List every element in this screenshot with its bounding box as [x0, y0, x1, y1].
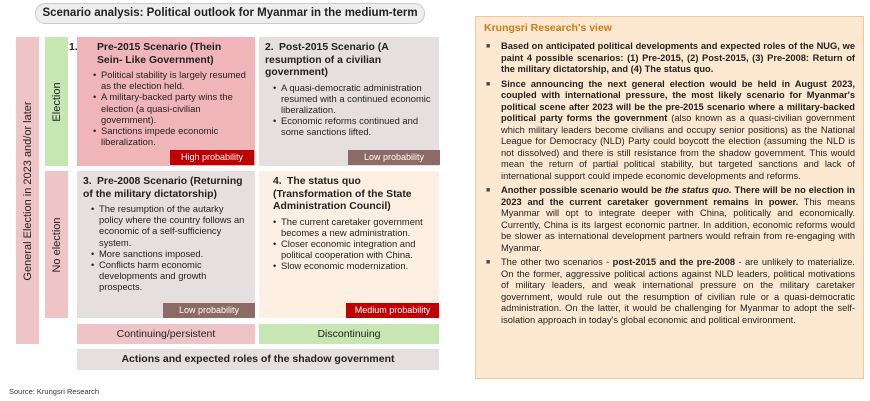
scenario-number: 1. — [69, 42, 78, 53]
view-paragraph-1 — [484, 41, 855, 76]
probability-badge-high: High probability — [170, 150, 254, 165]
scenario-title — [69, 42, 249, 67]
scenario-bullets — [83, 203, 249, 293]
scenario-bullets — [83, 69, 249, 147]
bullet: • Conflicts harm economic developments and growth prospects. — [89, 259, 249, 293]
view-paragraph-3-italic: the status quo. — [664, 185, 732, 195]
view-paragraph-2 — [484, 79, 855, 183]
bullet: • A quasi-democratic administration resumed with a continued economic liberalization. — [271, 82, 433, 116]
research-view-panel — [475, 16, 864, 379]
scenario-title-text: Pre-2015 Scenario (Thein Sein- Like Government) — [97, 42, 222, 66]
research-view-heading: Krungsri Research's view — [484, 22, 612, 34]
view-paragraph-4 — [484, 257, 855, 326]
view-paragraph-3-bold-b: There will be no election in 2023 and the current caretaker government remains in power. — [501, 185, 855, 207]
bullet: • Political stability is largely resumed as the election held. — [91, 69, 249, 91]
scenario-pre-2015 — [69, 37, 255, 166]
bullet: • Economic reforms continued and some sanctions lifted. — [271, 115, 433, 137]
bullet: • A military-backed party wins the election (a quasi-civilian government). — [91, 91, 249, 125]
no-election-label: No election — [50, 216, 63, 273]
view-paragraph-3 — [484, 185, 855, 254]
probability-badge-low: Low probability — [348, 150, 440, 165]
scenario-title — [265, 176, 433, 214]
scenario-number: 4. — [273, 176, 282, 187]
scenario-number: 2. — [265, 42, 274, 53]
scenario-title — [265, 42, 433, 80]
election-axis — [45, 37, 68, 166]
bullet: • Closer economic integration and political cooperation with China. — [271, 238, 433, 260]
scenario-title — [83, 176, 249, 201]
scenario-title-text: Post-2015 Scenario (A resumption of a civilian government) — [265, 42, 389, 78]
no-election-axis — [45, 171, 68, 318]
scenario-title-subtext: (Transformation of the State Administration Council) — [273, 188, 412, 212]
scenario-pre-2008 — [77, 171, 255, 318]
view-paragraph-2-bold: Since announcing the next general election would be held in August 2023, coupled with international pressure, the most likely scenario for Myanmar's political scene after 2023 will be the pre-2015 scenario where a military-backed political party forms the government — [501, 78, 855, 123]
probability-badge-low: Low probability — [163, 303, 255, 318]
source-note: Source: Krungsri Research — [9, 387, 100, 396]
bullet: • Slow economic modernization. — [271, 260, 433, 271]
discontinuing-label: Discontinuing — [259, 324, 439, 344]
probability-badge-medium: Medium probability — [346, 303, 439, 318]
continuing-label: Continuing/persistent — [77, 324, 255, 344]
election-label: Election — [50, 81, 63, 122]
general-election-axis — [16, 37, 39, 344]
scenario-title-text: The status quo — [287, 176, 361, 187]
view-paragraph-4-lead: The other two scenarios - — [501, 257, 613, 267]
scenario-status-quo — [259, 171, 439, 318]
scenario-bullets — [265, 82, 433, 138]
diagram-title: Scenario analysis: Political outlook for Myanmar in the medium-term — [35, 3, 425, 24]
view-paragraph-3-bold: Another possible scenario would be — [501, 185, 665, 195]
scenario-title-text: Pre-2008 Scenario (Returning of the military dictatorship) — [83, 176, 243, 200]
scenario-bullets — [265, 216, 433, 272]
view-paragraph-2-text: (also known as a quasi-civilian government which military leaders become civilians and occupy senior positions) as the National League for Democracy (NLD) Party could boycott the election (assuming the NLD is not dissolved) and there is still resistance from the shadow government. This would mean the return of partial political stability, but targeted sanctions and lack of international support could impede economic developments and reforms. — [501, 113, 855, 181]
view-paragraph-1-text: Based on anticipated political developments and expected roles of the NUG, we paint 4 possible scenarios: (1) Pre-2015, (2) Post-2015, (3) Pre-2008: Return of the military dictatorship, and (4) The status quo. — [501, 41, 855, 74]
bullet: • More sanctions imposed. — [89, 248, 249, 259]
bullet: • The current caretaker government becomes a new administration. — [271, 216, 433, 238]
actions-axis-label: Actions and expected roles of the shadow government — [77, 349, 439, 370]
general-election-label: General Election in 2023 and/or later — [21, 100, 34, 281]
view-paragraph-4-text: - are unlikely to materialize. On the former, aggressive political actions against NLD leaders, political motivations of military leaders, and weak international pressure on the military caretaker government, would rule out the resumption of civilian rule or a quasi-democratic administration. On the latter, it would be challenging for Myanmar to adopt the self-isolation approach in today's global economic and political environment. — [501, 257, 855, 325]
bullet: • The resumption of the autarky policy where the country follows an economic of a self-sufficiency system. — [89, 203, 249, 248]
view-paragraph-4-bold: post-2015 and the pre-2008 — [612, 257, 736, 267]
view-paragraph-3-text: This means Myanmar will opt to integrate deeper with China, politically and economically. Currently, China is its largest economic partner. In addition, economic reforms would be slower as international development partners would refrain from re-engaging with Myanmar. — [501, 196, 856, 253]
bullet: • Sanctions impede economic liberalization. — [91, 125, 249, 147]
scenario-post-2015 — [259, 37, 439, 166]
scenario-number: 3. — [83, 176, 92, 187]
